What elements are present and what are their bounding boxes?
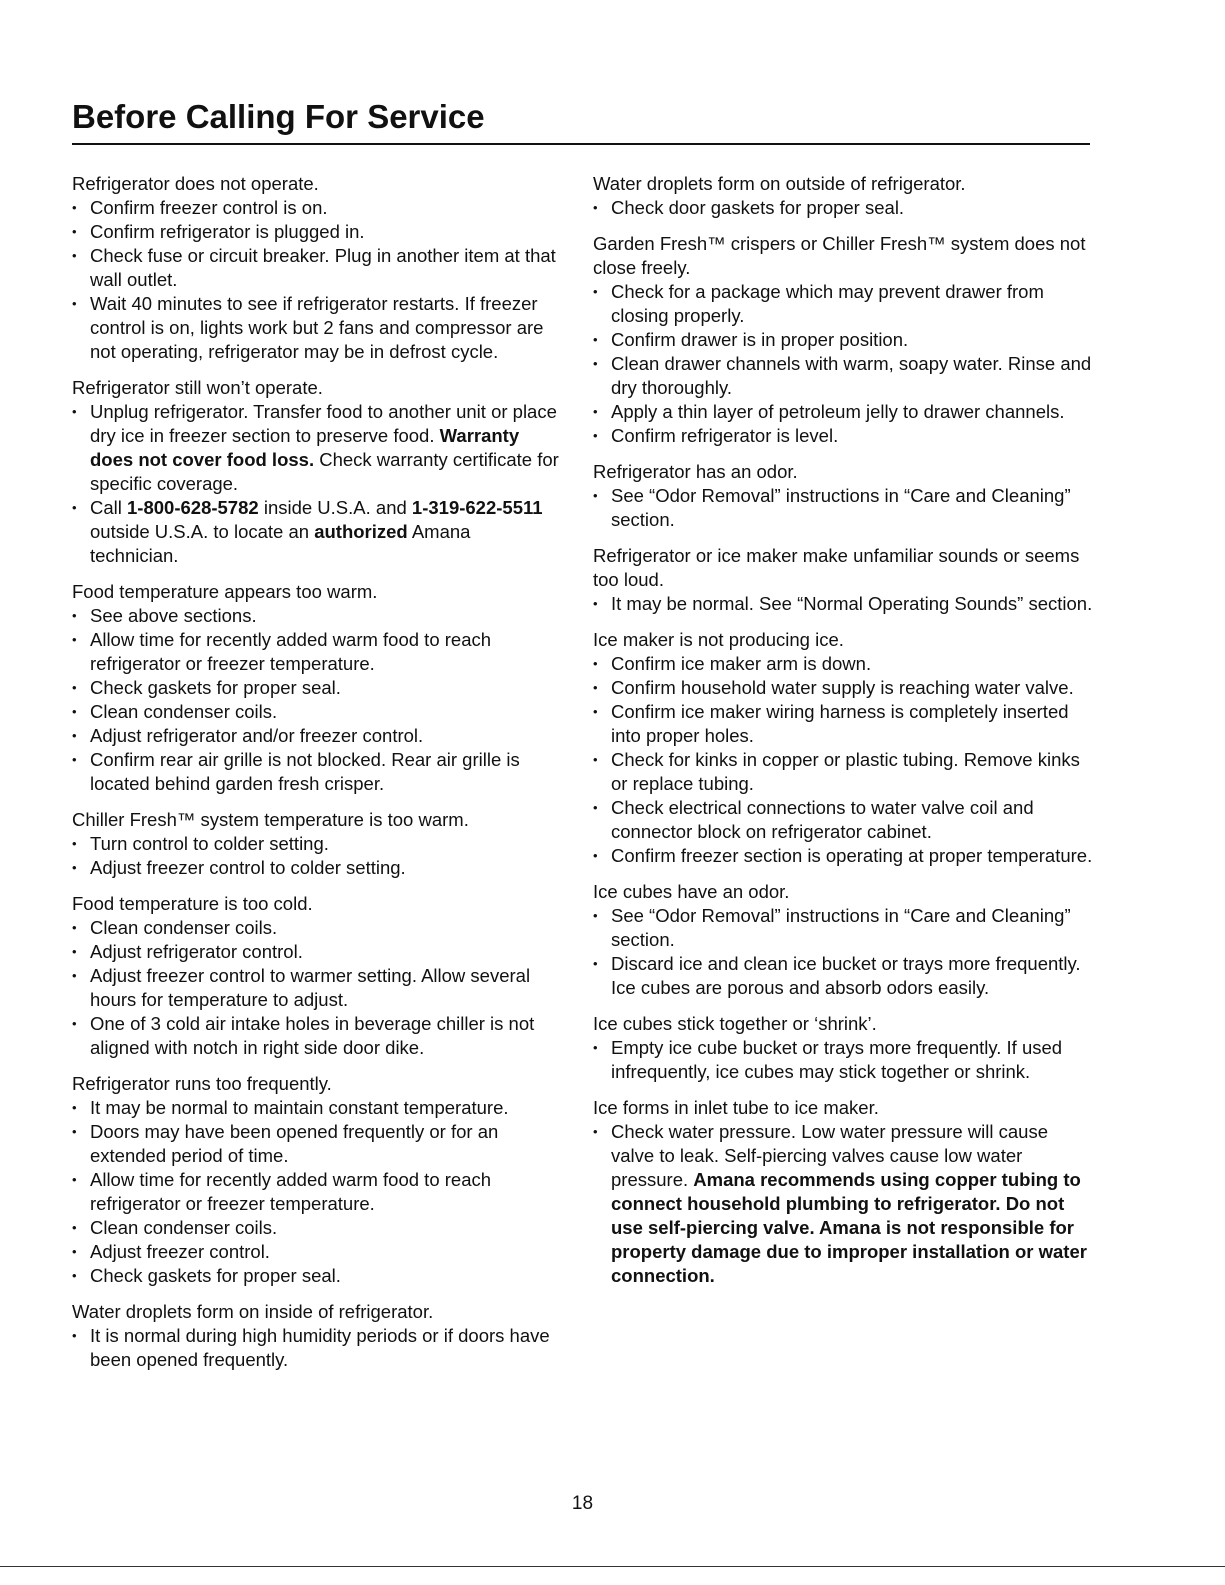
- remedy-list: [593, 484, 1093, 532]
- problem-heading: Refrigerator still won’t operate.: [72, 377, 323, 398]
- problem-heading: Ice cubes stick together or ‘shrink’.: [593, 1013, 877, 1034]
- remedy-list: [72, 1324, 564, 1372]
- remedy-item: • Clean condenser coils.: [72, 700, 564, 724]
- remedy-list: [593, 1036, 1093, 1084]
- page-number: 18: [571, 1493, 594, 1514]
- problem-heading: Refrigerator does not operate.: [72, 173, 319, 194]
- problem-section: [593, 544, 1093, 616]
- problem-section: [72, 172, 564, 364]
- left-column: [72, 172, 564, 1384]
- problem-heading: Food temperature is too cold.: [72, 893, 313, 914]
- remedy-item: • Allow time for recently added warm food to reach refrigerator or freezer temperature.: [72, 1168, 564, 1216]
- remedy-item: • Check fuse or circuit breaker. Plug in another item at that wall outlet.: [72, 244, 564, 292]
- emphasis-text: Amana recommends using copper tubing to connect household plumbing to refrigerator. Do not use self-piercing valve. Amana is not responsible for property damage due to improper installation or water connection.: [611, 1169, 1087, 1286]
- remedy-item: • See “Odor Removal” instructions in “Care and Cleaning” section.: [593, 904, 1093, 952]
- remedy-item: • Empty ice cube bucket or trays more frequently. If used infrequently, ice cubes may stick together or shrink.: [593, 1036, 1093, 1084]
- problem-heading: Refrigerator has an odor.: [593, 461, 798, 482]
- problem-section: [593, 880, 1093, 1000]
- right-column: [593, 172, 1093, 1300]
- problem-heading: Refrigerator or ice maker make unfamiliar sounds or seems too loud.: [593, 545, 1080, 590]
- title-rule: [72, 143, 1090, 145]
- problem-heading: Chiller Fresh™ system temperature is too warm.: [72, 809, 469, 830]
- remedy-item: • Doors may have been opened frequently or for an extended period of time.: [72, 1120, 564, 1168]
- problem-section: [72, 808, 564, 880]
- problem-heading: Ice forms in inlet tube to ice maker.: [593, 1097, 879, 1118]
- remedy-item: • Clean condenser coils.: [72, 1216, 564, 1240]
- remedy-list: [593, 280, 1093, 448]
- bottom-rule: [0, 1566, 1225, 1567]
- emphasis-text: 1-319-622-5511: [411, 497, 543, 518]
- remedy-item: • Adjust freezer control.: [72, 1240, 564, 1264]
- remedy-item: [72, 496, 564, 568]
- problem-heading: Garden Fresh™ crispers or Chiller Fresh™ system does not close freely.: [593, 233, 1086, 278]
- remedy-text: inside U.S.A. and: [258, 497, 412, 518]
- problem-heading: Water droplets form on inside of refrigerator.: [72, 1301, 434, 1322]
- remedy-item: • Confirm ice maker wiring harness is completely inserted into proper holes.: [593, 700, 1093, 748]
- remedy-item: • Confirm refrigerator is level.: [593, 424, 1093, 448]
- remedy-text: Check warranty certificate for specific coverage.: [90, 449, 559, 494]
- remedy-item: • Confirm freezer control is on.: [72, 196, 564, 220]
- remedy-item: • Check electrical connections to water valve coil and connector block on refrigerator cabinet.: [593, 796, 1093, 844]
- remedy-item: [593, 1120, 1093, 1288]
- remedy-item: • Confirm rear air grille is not blocked. Rear air grille is located behind garden fresh crisper.: [72, 748, 564, 796]
- remedy-list: [72, 604, 564, 796]
- problem-section: [593, 172, 1093, 220]
- remedy-item: • Confirm drawer is in proper position.: [593, 328, 1093, 352]
- remedy-item: • Check for a package which may prevent drawer from closing properly.: [593, 280, 1093, 328]
- remedy-list: [593, 196, 1093, 220]
- problem-section: [72, 376, 564, 568]
- remedy-item: • One of 3 cold air intake holes in beverage chiller is not aligned with notch in right side door dike.: [72, 1012, 564, 1060]
- remedy-list: [72, 832, 564, 880]
- remedy-item: • Adjust freezer control to colder setting.: [72, 856, 564, 880]
- problem-heading: Food temperature appears too warm.: [72, 581, 378, 602]
- remedy-item: • Clean drawer channels with warm, soapy water. Rinse and dry thoroughly.: [593, 352, 1093, 400]
- remedy-list: [72, 400, 564, 568]
- remedy-item: • Apply a thin layer of petroleum jelly to drawer channels.: [593, 400, 1093, 424]
- remedy-item: • It may be normal to maintain constant temperature.: [72, 1096, 564, 1120]
- problem-section: [593, 1096, 1093, 1288]
- remedy-list: [72, 916, 564, 1060]
- page-title: Before Calling For Service: [72, 98, 485, 135]
- emphasis-text: 1-800-628-5782: [127, 497, 259, 518]
- emphasis-text: authorized: [314, 521, 408, 542]
- remedy-item: • Clean condenser coils.: [72, 916, 564, 940]
- remedy-list: [593, 904, 1093, 1000]
- remedy-item: • Confirm household water supply is reaching water valve.: [593, 676, 1093, 700]
- problem-heading: Water droplets form on outside of refrigerator.: [593, 173, 966, 194]
- problem-section: [72, 580, 564, 796]
- remedy-item: • See “Odor Removal” instructions in “Care and Cleaning” section.: [593, 484, 1093, 532]
- remedy-list: [593, 652, 1093, 868]
- remedy-text: Amana technician.: [90, 521, 471, 566]
- remedy-item: • Adjust freezer control to warmer setting. Allow several hours for temperature to adjust.: [72, 964, 564, 1012]
- remedy-item: • Adjust refrigerator and/or freezer control.: [72, 724, 564, 748]
- remedy-item: • Confirm freezer section is operating at proper temperature.: [593, 844, 1093, 868]
- remedy-item: • It may be normal. See “Normal Operating Sounds” section.: [593, 592, 1093, 616]
- remedy-item: • Check for kinks in copper or plastic tubing. Remove kinks or replace tubing.: [593, 748, 1093, 796]
- remedy-text: Unplug refrigerator. Transfer food to another unit or place dry ice in freezer section to preserve food.: [90, 401, 557, 446]
- remedy-item: • See above sections.: [72, 604, 564, 628]
- remedy-item: • Wait 40 minutes to see if refrigerator restarts. If freezer control is on, lights work but 2 fans and compressor are not operating, refrigerator may be in defrost cycle.: [72, 292, 564, 364]
- remedy-list: [593, 592, 1093, 616]
- remedy-list: [72, 196, 564, 364]
- problem-heading: Ice maker is not producing ice.: [593, 629, 844, 650]
- remedy-item: • Check gaskets for proper seal.: [72, 676, 564, 700]
- problem-section: [72, 1300, 564, 1372]
- remedy-text: outside U.S.A. to locate an: [90, 521, 315, 542]
- problem-section: [72, 1072, 564, 1288]
- problem-section: [593, 628, 1093, 868]
- remedy-list: [593, 1120, 1093, 1288]
- problem-section: [593, 232, 1093, 448]
- remedy-item: • It is normal during high humidity periods or if doors have been opened frequently.: [72, 1324, 564, 1372]
- remedy-item: • Check gaskets for proper seal.: [72, 1264, 564, 1288]
- problem-heading: Ice cubes have an odor.: [593, 881, 790, 902]
- remedy-list: [72, 1096, 564, 1288]
- problem-section: [72, 892, 564, 1060]
- remedy-item: • Confirm refrigerator is plugged in.: [72, 220, 564, 244]
- problem-section: [593, 460, 1093, 532]
- remedy-item: • Check door gaskets for proper seal.: [593, 196, 1093, 220]
- problem-section: [593, 1012, 1093, 1084]
- problem-heading: Refrigerator runs too frequently.: [72, 1073, 332, 1094]
- remedy-text: Call: [90, 497, 128, 518]
- remedy-item: • Allow time for recently added warm food to reach refrigerator or freezer temperature.: [72, 628, 564, 676]
- remedy-item: [72, 400, 564, 496]
- remedy-item: • Adjust refrigerator control.: [72, 940, 564, 964]
- remedy-item: • Confirm ice maker arm is down.: [593, 652, 1093, 676]
- remedy-text: Check water pressure. Low water pressure will cause valve to leak. Self-piercing valves cause low water pressure.: [611, 1121, 1048, 1190]
- remedy-item: • Turn control to colder setting.: [72, 832, 564, 856]
- remedy-item: • Discard ice and clean ice bucket or trays more frequently. Ice cubes are porous and absorb odors easily.: [593, 952, 1093, 1000]
- emphasis-text: Warranty does not cover food loss.: [90, 425, 520, 470]
